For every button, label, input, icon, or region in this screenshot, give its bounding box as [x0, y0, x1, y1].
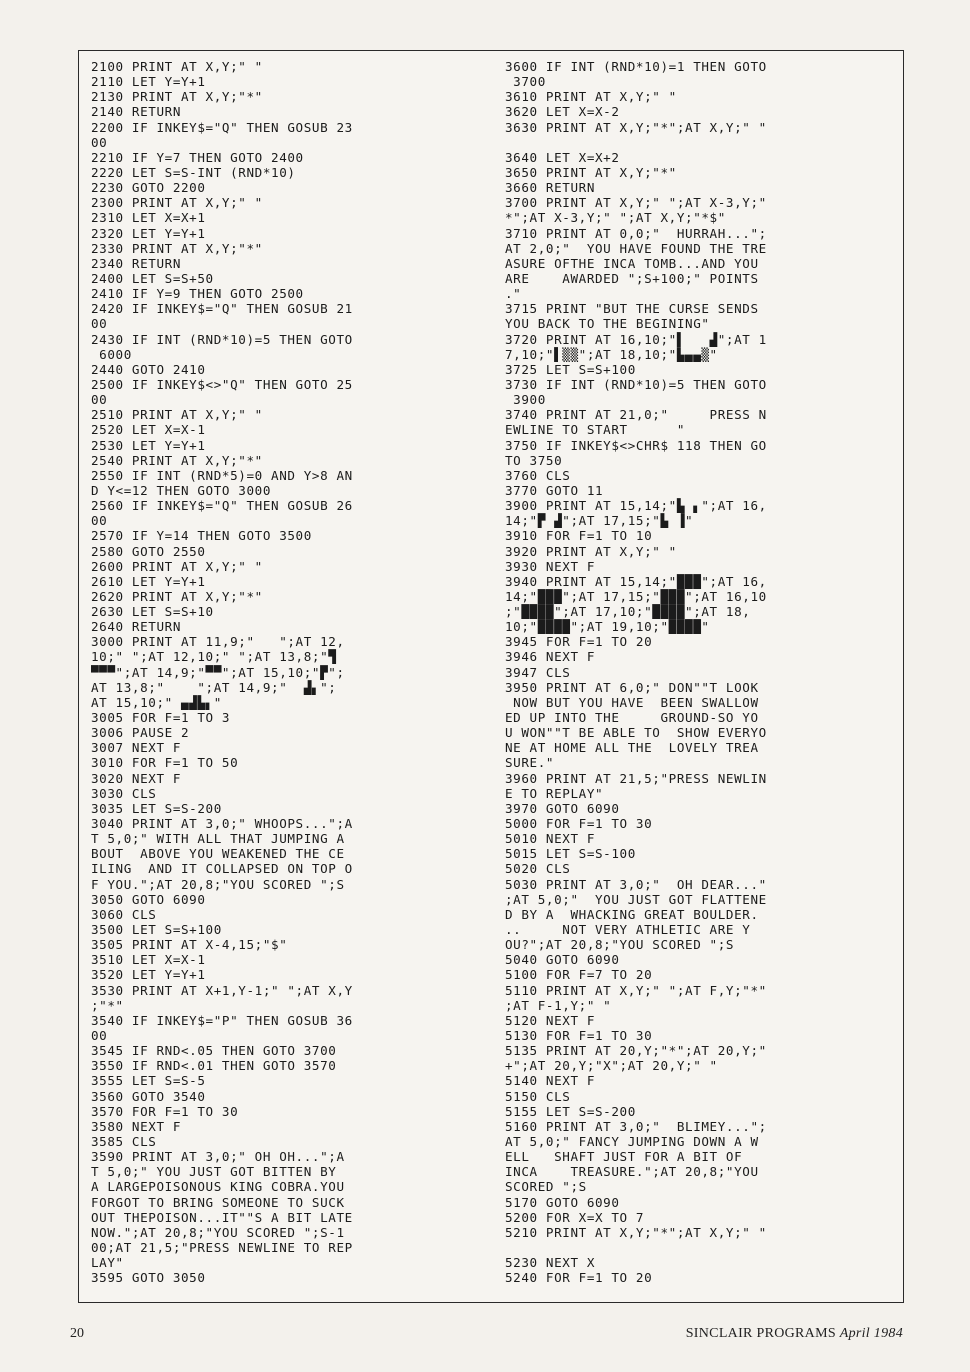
code-line: 3050 GOTO 6090 [91, 891, 206, 907]
code-line: 14;"▛ ▟";AT 17,15;"▙ ▐" [505, 513, 694, 529]
code-line: 3725 LET S=S+100 [505, 361, 636, 377]
code-line: 2320 LET Y=Y+1 [91, 225, 206, 241]
code-line: 3040 PRINT AT 3,0;" WHOOPS...";A [91, 816, 353, 832]
code-line [505, 135, 897, 150]
code-line: 5200 FOR X=X TO 7 [505, 1209, 645, 1225]
code-line: D Y<=12 THEN GOTO 3000 [91, 482, 272, 498]
code-line: 2410 IF Y=9 THEN GOTO 2500 [91, 286, 304, 302]
code-line: 3946 NEXT F [505, 649, 596, 665]
code-line: NOW BUT YOU HAVE BEEN SWALLOW [505, 694, 759, 710]
code-line: *";AT X-3,Y;" ";AT X,Y;"*$" [505, 210, 726, 226]
code-line: 2100 PRINT AT X,Y;" " [91, 59, 263, 74]
code-line: 00 [91, 134, 108, 150]
code-line: 2440 GOTO 2410 [91, 361, 206, 377]
code-line: SCORED ";S [505, 1179, 587, 1195]
code-line: 3595 GOTO 3050 [91, 1270, 206, 1286]
code-line: SURE." [505, 755, 555, 771]
code-line: 3970 GOTO 6090 [505, 800, 620, 816]
code-line: 3940 PRINT AT 15,14;"███";AT 16, [505, 573, 767, 589]
code-line: 3930 NEXT F [505, 558, 596, 574]
code-line: 2300 PRINT AT X,Y;" " [91, 195, 263, 211]
code-line: 3610 PRINT AT X,Y;" " [505, 89, 677, 105]
code-line: 3530 PRINT AT X+1,Y-1;" ";AT X,Y [91, 982, 353, 998]
code-line: 10;"████";AT 19,10;"████" [505, 619, 710, 635]
code-line: 3540 IF INKEY$="P" THEN GOSUB 36 [91, 1012, 353, 1028]
code-line: 3545 IF RND<.05 THEN GOTO 3700 [91, 1043, 337, 1059]
code-line: 3585 CLS [91, 1133, 157, 1149]
code-line: 3960 PRINT AT 21,5;"PRESS NEWLIN [505, 770, 767, 786]
code-line: TO 3750 [505, 452, 563, 468]
code-line: U WON""T BE ABLE TO SHOW EVERYO [505, 725, 767, 741]
code-line: 5140 NEXT F [505, 1073, 596, 1089]
code-line: 3580 NEXT F [91, 1118, 182, 1134]
code-line: 5000 FOR F=1 TO 30 [505, 816, 653, 832]
code-line: NOW.";AT 20,8;"YOU SCORED ";S-1 [91, 1224, 345, 1240]
code-line: BOUT ABOVE YOU WEAKENED THE CE [91, 846, 345, 862]
code-line: 5160 PRINT AT 3,0;" BLIMEY..."; [505, 1118, 767, 1134]
code-line: 2560 IF INKEY$="Q" THEN GOSUB 26 [91, 498, 353, 514]
code-line: 2420 IF INKEY$="Q" THEN GOSUB 21 [91, 301, 353, 317]
code-line: 2210 IF Y=7 THEN GOTO 2400 [91, 149, 304, 165]
code-line: 3945 FOR F=1 TO 20 [505, 634, 653, 650]
code-line: 3560 GOTO 3540 [91, 1088, 206, 1104]
code-line: 2110 LET Y=Y+1 [91, 74, 206, 90]
code-line: 7,10;"▌▒▒";AT 18,10;"▙▄▄▒" [505, 346, 718, 362]
code-line: 2310 LET X=X+1 [91, 210, 206, 226]
code-line: +";AT 20,Y;"X";AT 20,Y;" " [505, 1058, 718, 1074]
code-line: ED UP INTO THE GROUND-SO YO [505, 710, 759, 726]
code-line: 3710 PRINT AT 0,0;" HURRAH..."; [505, 225, 767, 241]
code-line: 6000 [91, 346, 132, 362]
code-line: F YOU.";AT 20,8;"YOU SCORED ";S [91, 876, 345, 892]
code-line: NE AT HOME ALL THE LOVELY TREA [505, 740, 759, 756]
code-line: 2430 IF INT (RND*10)=5 THEN GOTO [91, 331, 353, 347]
code-line: LAY" [91, 1255, 124, 1271]
code-line: INCA TREASURE.";AT 20,8;"YOU [505, 1164, 759, 1180]
code-line: A LARGEPOISONOUS KING COBRA.YOU [91, 1179, 345, 1195]
page-number: 20 [70, 1326, 84, 1341]
code-line: ;"*" [91, 997, 124, 1013]
code-line: 3730 IF INT (RND*10)=5 THEN GOTO [505, 376, 767, 392]
code-line: ." [505, 286, 522, 302]
code-line: ARE AWARDED ";S+100;" POINTS [505, 270, 759, 286]
code-line: 2230 GOTO 2200 [91, 180, 206, 196]
code-line: 00 [91, 392, 108, 408]
code-line: E TO REPLAY" [505, 785, 604, 801]
code-line: AT 2,0;" YOU HAVE FOUND THE TRE [505, 240, 767, 256]
code-line: ELL SHAFT JUST FOR A BIT OF [505, 1149, 743, 1165]
code-line: D BY A WHACKING GREAT BOULDER. [505, 906, 759, 922]
code-line: 3947 CLS [505, 664, 571, 680]
code-line: 3640 LET X=X+2 [505, 149, 620, 165]
code-line [505, 1240, 897, 1255]
code-line: .. NOT VERY ATHLETIC ARE Y [505, 922, 751, 938]
code-line: 3520 LET Y=Y+1 [91, 967, 206, 983]
code-line: 3550 IF RND<.01 THEN GOTO 3570 [91, 1058, 337, 1074]
code-line: 14;"███";AT 17,15;"███";AT 16,10 [505, 588, 767, 604]
code-line: 3555 LET S=S-5 [91, 1073, 206, 1089]
code-line: ;AT F-1,Y;" " [505, 997, 612, 1013]
code-line: 3660 RETURN [505, 180, 596, 196]
code-line: 5120 NEXT F [505, 1012, 596, 1028]
code-line: 2130 PRINT AT X,Y;"*" [91, 89, 263, 105]
program-listing [78, 50, 904, 1303]
code-line: 3740 PRINT AT 21,0;" PRESS N [505, 407, 767, 423]
code-line: 3570 FOR F=1 TO 30 [91, 1103, 239, 1119]
code-line: 2220 LET S=S-INT (RND*10) [91, 164, 296, 180]
code-line: 2640 RETURN [91, 619, 182, 635]
code-line: 3750 IF INKEY$<>CHR$ 118 THEN GO [505, 437, 767, 453]
code-line: 2500 IF INKEY$<>"Q" THEN GOTO 25 [91, 376, 353, 392]
listing-left-column [91, 59, 483, 1285]
code-line: 2550 IF INT (RND*5)=0 AND Y>8 AN [91, 467, 353, 483]
code-line: 3060 CLS [91, 906, 157, 922]
code-line: 2620 PRINT AT X,Y;"*" [91, 588, 263, 604]
code-line: 2400 LET S=S+50 [91, 270, 214, 286]
code-line: 3650 PRINT AT X,Y;"*" [505, 164, 677, 180]
code-line: 3020 NEXT F [91, 770, 182, 786]
code-line: 5110 PRINT AT X,Y;" ";AT F,Y;"*" [505, 982, 767, 998]
code-line: 3510 LET X=X-1 [91, 952, 206, 968]
code-line: ILING AND IT COLLAPSED ON TOP O [91, 861, 353, 877]
code-line: 3620 LET X=X-2 [505, 104, 620, 120]
code-line: 3006 PAUSE 2 [91, 725, 190, 741]
code-line: 3700 [505, 74, 546, 90]
code-line: 5015 LET S=S-100 [505, 846, 636, 862]
code-line: 3770 GOTO 11 [505, 482, 604, 498]
code-line: 5135 PRINT AT 20,Y;"*";AT 20,Y;" [505, 1043, 767, 1059]
code-line: 2510 PRINT AT X,Y;" " [91, 407, 263, 423]
code-line: 3920 PRINT AT X,Y;" " [505, 543, 677, 559]
code-line: 3630 PRINT AT X,Y;"*";AT X,Y;" " [505, 119, 767, 135]
code-line: 2540 PRINT AT X,Y;"*" [91, 452, 263, 468]
code-line: 00 [91, 316, 108, 332]
code-line: 2610 LET Y=Y+1 [91, 573, 206, 589]
code-line: 3500 LET S=S+100 [91, 922, 222, 938]
code-line: AT 13,8;" ";AT 14,9;" ▟▖"; [91, 679, 337, 695]
magazine-footer [686, 1326, 903, 1342]
code-line: 3600 IF INT (RND*10)=1 THEN GOTO [505, 59, 767, 74]
code-line: ;"████";AT 17,10;"████";AT 18, [505, 604, 751, 620]
code-line: 3005 FOR F=1 TO 3 [91, 710, 231, 726]
code-line: 5130 FOR F=1 TO 30 [505, 1028, 653, 1043]
code-line: 2330 PRINT AT X,Y;"*" [91, 240, 263, 256]
code-line: OU?";AT 20,8;"YOU SCORED ";S [505, 937, 735, 953]
magazine-issue: April 1984 [839, 1326, 903, 1341]
code-line: ASURE OFTHE INCA TOMB...AND YOU [505, 255, 759, 271]
code-line: 2140 RETURN [91, 104, 182, 120]
code-line: 3010 FOR F=1 TO 50 [91, 755, 239, 771]
code-line: 3035 LET S=S-200 [91, 800, 222, 816]
code-line: YOU BACK TO THE BEGINING" [505, 316, 710, 332]
code-line: 00 [91, 513, 108, 529]
code-line: 3007 NEXT F [91, 740, 182, 756]
code-line: 10;" ";AT 12,10;" ";AT 13,8;"▜ [91, 649, 337, 665]
code-line: 3760 CLS [505, 467, 571, 483]
magazine-title: SINCLAIR PROGRAMS [685, 1326, 836, 1341]
code-line: T 5,0;" YOU JUST GOT BITTEN BY [91, 1164, 337, 1180]
code-line: 2340 RETURN [91, 255, 182, 271]
code-line: AT 5,0;" FANCY JUMPING DOWN A W [505, 1133, 759, 1149]
code-line: ▀▀▀";AT 14,9;"▀▀";AT 15,10;"▛"; [91, 664, 345, 680]
code-line: 3590 PRINT AT 3,0;" OH OH...";A [91, 1149, 345, 1165]
code-line: 3000 PRINT AT 11,9;" ";AT 12, [91, 634, 345, 650]
code-line: OUT THEPOISON...IT""S A BIT LATE [91, 1209, 353, 1225]
code-line: 3030 CLS [91, 785, 157, 801]
code-line: 5170 GOTO 6090 [505, 1194, 620, 1210]
code-line: 5040 GOTO 6090 [505, 952, 620, 968]
code-line: EWLINE TO START " [505, 422, 686, 438]
code-line: 5230 NEXT X [505, 1255, 596, 1271]
code-line: FORGOT TO BRING SOMEONE TO SUCK [91, 1194, 345, 1210]
code-line: 2200 IF INKEY$="Q" THEN GOSUB 23 [91, 119, 353, 135]
code-line: 5150 CLS [505, 1088, 571, 1104]
code-line: 3720 PRINT AT 16,10;"▌ ▟";AT 1 [505, 331, 767, 347]
code-line: 2520 LET X=X-1 [91, 422, 206, 438]
code-line: ;AT 5,0;" YOU JUST GOT FLATTENE [505, 891, 767, 907]
code-line: 5020 CLS [505, 861, 571, 877]
code-line: 2580 GOTO 2550 [91, 543, 206, 559]
code-line: 3950 PRINT AT 6,0;" DON""T LOOK [505, 679, 759, 695]
code-line: AT 15,10;" ▄▟▙▖" [91, 694, 222, 710]
code-line: 5010 NEXT F [505, 831, 596, 847]
code-line: 00;AT 21,5;"PRESS NEWLINE TO REP [91, 1239, 353, 1255]
code-line: 2530 LET Y=Y+1 [91, 437, 206, 453]
code-line: 3700 PRINT AT X,Y;" ";AT X-3,Y;" [505, 195, 767, 211]
code-line: 5030 PRINT AT 3,0;" OH DEAR..." [505, 876, 767, 892]
code-line: 3910 FOR F=1 TO 10 [505, 528, 653, 544]
code-line: 5100 FOR F=7 TO 20 [505, 967, 653, 983]
code-line: 2600 PRINT AT X,Y;" " [91, 558, 263, 574]
code-line: 5155 LET S=S-200 [505, 1103, 636, 1119]
code-line: 5240 FOR F=1 TO 20 [505, 1270, 653, 1286]
code-line: 3715 PRINT "BUT THE CURSE SENDS [505, 301, 759, 317]
code-line: 3900 [505, 392, 546, 408]
code-line: 2630 LET S=S+10 [91, 604, 214, 620]
code-line: 3900 PRINT AT 15,14;"▙ ▖";AT 16, [505, 498, 767, 514]
code-line: 5210 PRINT AT X,Y;"*";AT X,Y;" " [505, 1224, 767, 1240]
code-line: T 5,0;" WITH ALL THAT JUMPING A [91, 831, 345, 847]
code-line: 00 [91, 1028, 108, 1043]
code-line: 2570 IF Y=14 THEN GOTO 3500 [91, 528, 312, 544]
code-line: 3505 PRINT AT X-4,15;"$" [91, 937, 288, 953]
listing-right-column [505, 59, 897, 1285]
